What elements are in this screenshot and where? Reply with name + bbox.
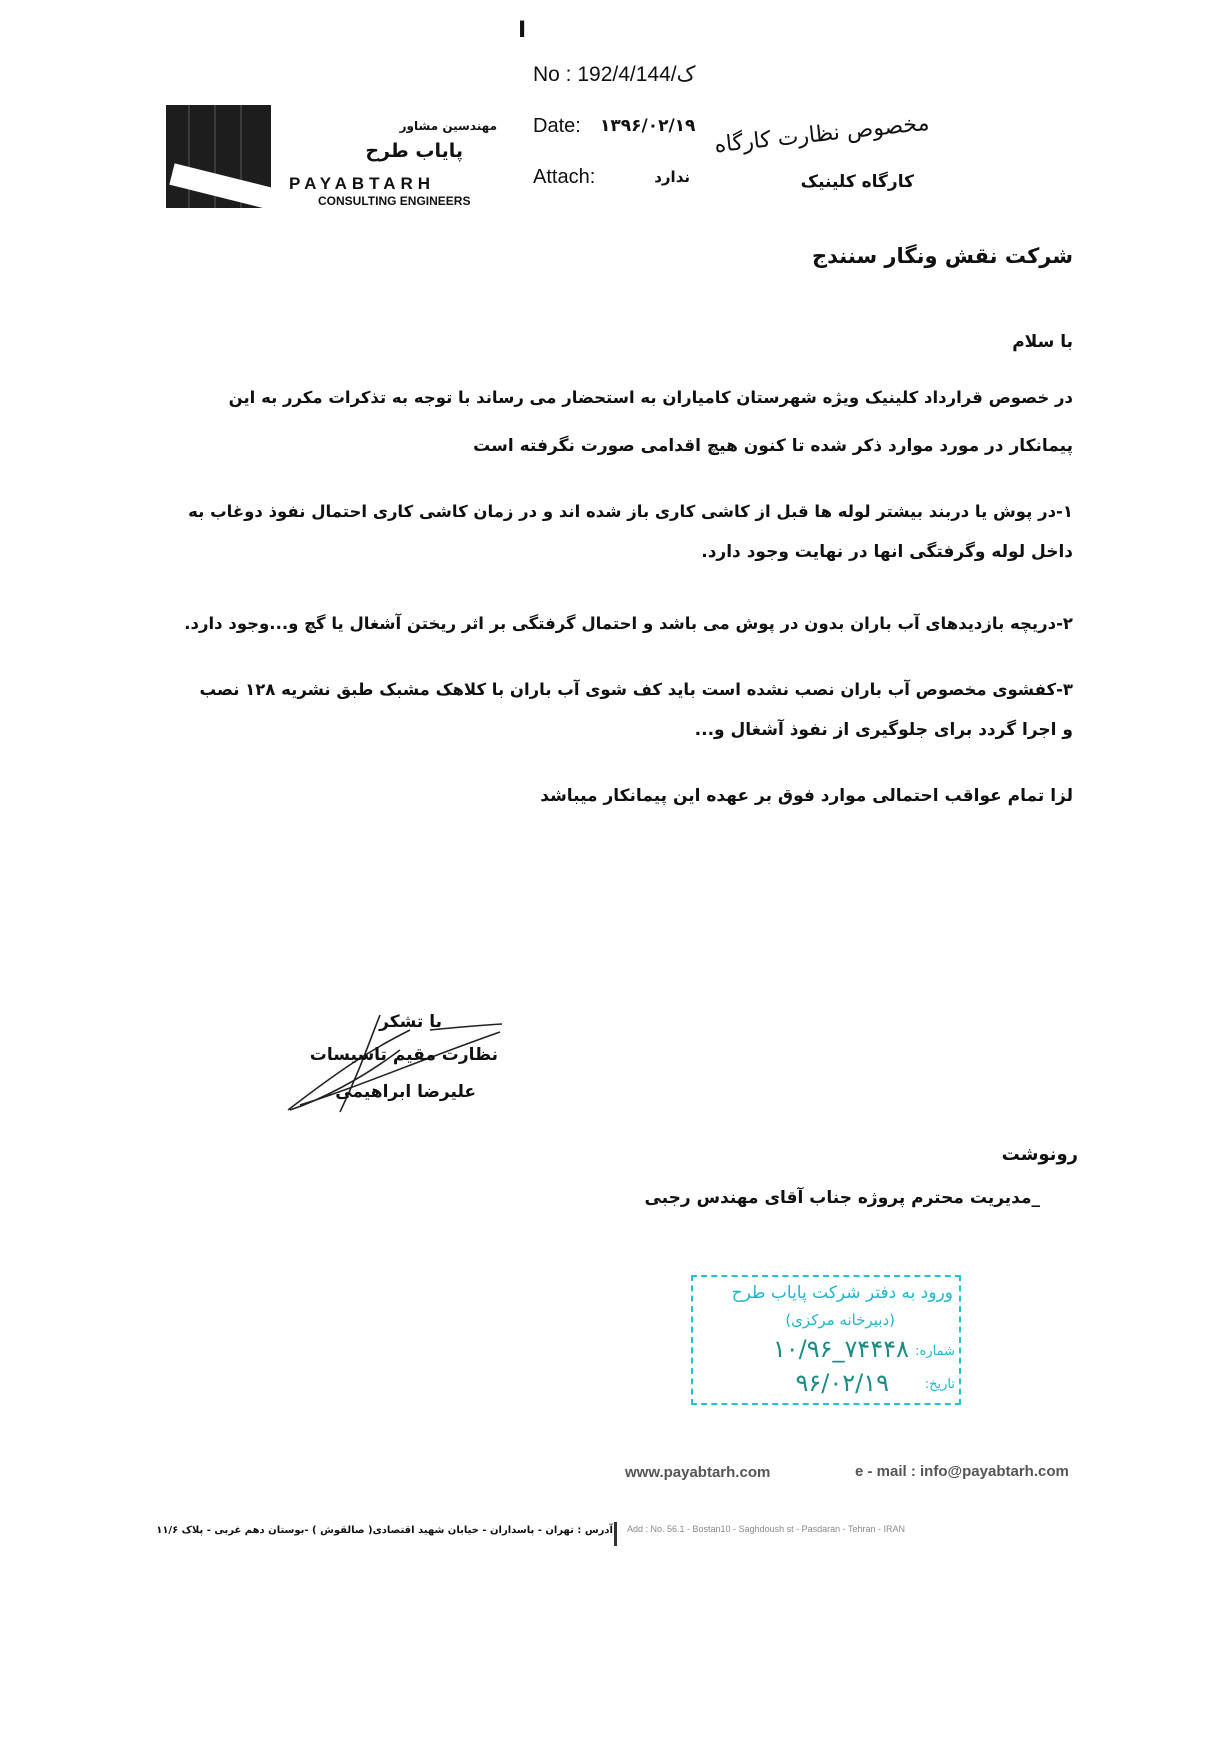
body-line: ۱-در پوش یا دربند بیشتر لوله ها قبل از کاشی کاری باز شده اند و در زمان کاشی کاری احتمال نفوذ دوغاب به bbox=[188, 502, 1073, 521]
body-line: در خصوص قرارداد کلینیک ویژه شهرستان کامیاران به استحضار می رساند با توجه به تذکرات مکرر به این bbox=[228, 388, 1073, 407]
attach-value: ندارد bbox=[654, 168, 690, 186]
body-line: لزا تمام عواقب احتمالی موارد فوق بر عهده این پیمانکار میباشد bbox=[540, 786, 1073, 806]
registry-stamp bbox=[691, 1275, 961, 1405]
attach-label: Attach: bbox=[533, 166, 596, 188]
stamp-number-label: شماره: bbox=[915, 1344, 955, 1359]
handwritten-sub: کارگاه کلینیک bbox=[800, 172, 914, 192]
footer-email[interactable]: e - mail : info@payabtarh.com bbox=[855, 1463, 1069, 1480]
greeting: با سلام bbox=[1012, 332, 1073, 352]
stamp-line2: (دبیرخانه مرکزی) bbox=[785, 1311, 895, 1329]
footer-divider bbox=[614, 1522, 617, 1546]
closing: با تشکر bbox=[379, 1012, 442, 1032]
company-name-en: PAYABTARH bbox=[289, 174, 436, 193]
cc-recipient: _مدیریت محترم پروژه جناب آقای مهندس رجبی bbox=[644, 1188, 1040, 1208]
date-value: ۱۳۹۶/۰۲/۱۹ bbox=[600, 116, 696, 136]
footer-address-fa: آدرس : تهران - پاسداران - خیابان شهید اقتصادی( صالقوش ) -بوستان دهم غربی - پلاک ۱۱/۶ bbox=[156, 1525, 613, 1536]
body-line: داخل لوله وگرفتگی انها در نهایت وجود دارد. bbox=[701, 542, 1073, 562]
company-tagline: مهندسین مشاور bbox=[399, 119, 497, 133]
company-name-fa: پایاب طرح bbox=[365, 140, 463, 162]
stamp-number-value: ۱۰/۹۶_۷۴۴۴۸ bbox=[772, 1335, 909, 1363]
recipient-title: شرکت نقش ونگار سنندج bbox=[812, 244, 1073, 268]
letter-number: No : 192/4/ک/144 bbox=[533, 63, 696, 86]
company-logo bbox=[166, 105, 271, 208]
footer-address-en: Add : No. 56.1 - Bostan10 - Saghdoush st - Pasdaran - Tehran - IRAN bbox=[627, 1524, 905, 1534]
footer-website[interactable]: www.payabtarh.com bbox=[625, 1464, 771, 1481]
body-line: پیمانکار در مورد موارد ذکر شده تا کنون هیچ اقدامی صورت نگرفته است bbox=[473, 436, 1073, 456]
stamp-date-value: ۹۶/۰۲/۱۹ bbox=[795, 1369, 889, 1397]
stamp-line1: ورود به دفتر شرکت پایاب طرح bbox=[731, 1283, 953, 1303]
signer-title: نظارت مقیم تاسیسات bbox=[309, 1045, 498, 1065]
signer-name: علیرضا ابراهیمی bbox=[335, 1082, 476, 1102]
cc-label: رونوشت bbox=[1001, 1144, 1078, 1165]
company-subtitle: CONSULTING ENGINEERS bbox=[318, 194, 471, 208]
body-line: ۳-کفشوی مخصوص آب باران نصب نشده است باید کف شوی آب باران با کلاهک مشبک طبق نشریه ۱۲۸ نصب bbox=[199, 680, 1073, 699]
body-line: ۲-دریچه بازدیدهای آب باران بدون در پوش می باشد و احتمال گرفتگی بر اثر ریختن آشغال یا گچ و...وجود دارد. bbox=[184, 614, 1073, 633]
body-line: و اجرا گردد برای جلوگیری از نفوذ آشغال و... bbox=[694, 720, 1073, 740]
handwritten-subject: مخصوص نظارت کارگاه bbox=[713, 110, 931, 159]
page-mark: I bbox=[518, 18, 527, 43]
stamp-date-label: تاریخ: bbox=[924, 1377, 955, 1392]
date-label: Date: bbox=[533, 115, 581, 137]
